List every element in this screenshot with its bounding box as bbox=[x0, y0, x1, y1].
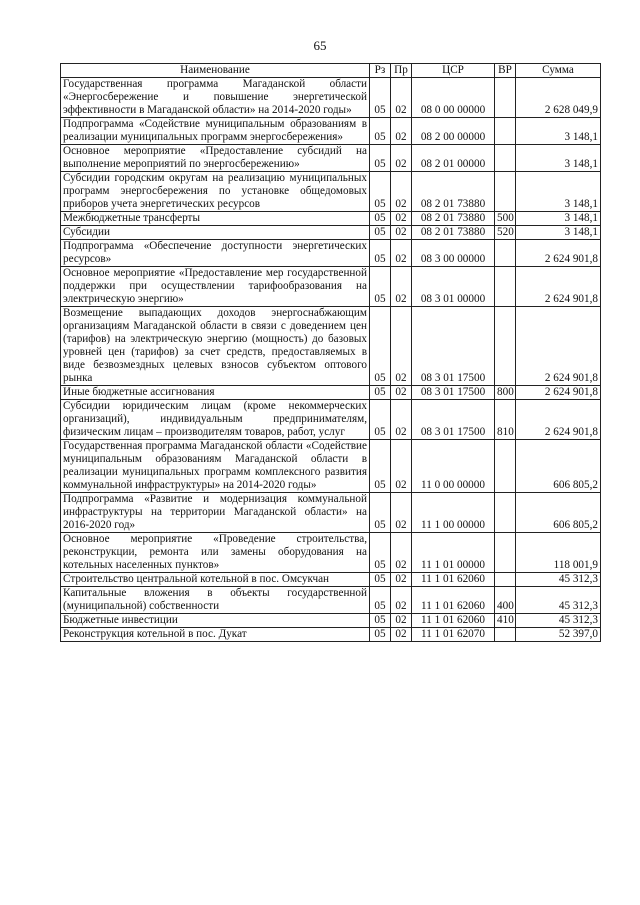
cell-name: Подпрограмма «Обеспечение доступности энергетических ресурсов» bbox=[61, 240, 370, 267]
cell-sum: 3 148,1 bbox=[516, 226, 601, 240]
cell-csr: 08 2 01 73880 bbox=[412, 172, 495, 212]
cell-csr: 08 2 00 00000 bbox=[412, 118, 495, 145]
cell-pr: 02 bbox=[391, 493, 412, 533]
cell-name: Субсидии юридическим лицам (кроме некоммерческих организаций), индивидуальным предпринимателям, физическим лицам – производителям товаров, работ, услуг bbox=[61, 400, 370, 440]
table-header-row bbox=[61, 64, 601, 78]
cell-csr: 11 1 01 62070 bbox=[412, 628, 495, 642]
table-row bbox=[61, 307, 601, 386]
cell-rz: 05 bbox=[370, 614, 391, 628]
cell-name: Межбюджетные трансферты bbox=[61, 212, 370, 226]
cell-sum: 2 624 901,8 bbox=[516, 240, 601, 267]
cell-vr: 500 bbox=[495, 212, 516, 226]
header-pr: Пр bbox=[391, 64, 412, 78]
table-row bbox=[61, 78, 601, 118]
cell-pr: 02 bbox=[391, 172, 412, 212]
cell-pr: 02 bbox=[391, 212, 412, 226]
cell-name: Государственная программа Магаданской области «Энергосбережение и повышение энергетической эффективности в Магаданской области» на 2014-2020 годы» bbox=[61, 78, 370, 118]
cell-rz: 05 bbox=[370, 78, 391, 118]
cell-name: Капитальные вложения в объекты государственной (муниципальной) собственности bbox=[61, 587, 370, 614]
budget-table bbox=[60, 63, 601, 642]
cell-vr bbox=[495, 628, 516, 642]
cell-pr: 02 bbox=[391, 267, 412, 307]
cell-pr: 02 bbox=[391, 587, 412, 614]
table-row bbox=[61, 587, 601, 614]
table-row bbox=[61, 240, 601, 267]
cell-name: Иные бюджетные ассигнования bbox=[61, 386, 370, 400]
cell-sum: 3 148,1 bbox=[516, 212, 601, 226]
cell-rz: 05 bbox=[370, 573, 391, 587]
cell-vr bbox=[495, 267, 516, 307]
cell-name: Основное мероприятие «Предоставление субсидий на выполнение мероприятий по энергосбережению» bbox=[61, 145, 370, 172]
cell-vr bbox=[495, 493, 516, 533]
cell-pr: 02 bbox=[391, 78, 412, 118]
header-sum: Сумма bbox=[516, 64, 601, 78]
cell-sum: 45 312,3 bbox=[516, 573, 601, 587]
cell-rz: 05 bbox=[370, 118, 391, 145]
cell-pr: 02 bbox=[391, 307, 412, 386]
cell-rz: 05 bbox=[370, 172, 391, 212]
cell-sum: 2 624 901,8 bbox=[516, 400, 601, 440]
cell-vr bbox=[495, 573, 516, 587]
cell-name: Бюджетные инвестиции bbox=[61, 614, 370, 628]
cell-rz: 05 bbox=[370, 307, 391, 386]
cell-name: Субсидии городским округам на реализацию муниципальных программ энергосбережения по установке общедомовых приборов учета энергетических ресурсов bbox=[61, 172, 370, 212]
cell-rz: 05 bbox=[370, 493, 391, 533]
cell-pr: 02 bbox=[391, 118, 412, 145]
cell-vr: 400 bbox=[495, 587, 516, 614]
table-row bbox=[61, 533, 601, 573]
cell-sum: 45 312,3 bbox=[516, 614, 601, 628]
cell-sum: 2 624 901,8 bbox=[516, 307, 601, 386]
cell-rz: 05 bbox=[370, 267, 391, 307]
cell-csr: 08 2 01 00000 bbox=[412, 145, 495, 172]
table-row bbox=[61, 493, 601, 533]
cell-name: Субсидии bbox=[61, 226, 370, 240]
cell-rz: 05 bbox=[370, 587, 391, 614]
cell-vr bbox=[495, 118, 516, 145]
table-row bbox=[61, 212, 601, 226]
cell-vr bbox=[495, 172, 516, 212]
cell-vr bbox=[495, 145, 516, 172]
cell-csr: 11 1 01 62060 bbox=[412, 614, 495, 628]
cell-pr: 02 bbox=[391, 533, 412, 573]
table-row bbox=[61, 400, 601, 440]
header-name: Наименование bbox=[61, 64, 370, 78]
cell-csr: 11 0 00 00000 bbox=[412, 440, 495, 493]
cell-vr: 410 bbox=[495, 614, 516, 628]
cell-csr: 08 2 01 73880 bbox=[412, 226, 495, 240]
cell-csr: 11 1 00 00000 bbox=[412, 493, 495, 533]
cell-sum: 3 148,1 bbox=[516, 172, 601, 212]
cell-csr: 08 3 00 00000 bbox=[412, 240, 495, 267]
cell-csr: 08 3 01 17500 bbox=[412, 307, 495, 386]
cell-name: Строительство центральной котельной в пос. Омсукчан bbox=[61, 573, 370, 587]
cell-sum: 3 148,1 bbox=[516, 118, 601, 145]
cell-vr: 810 bbox=[495, 400, 516, 440]
cell-sum: 3 148,1 bbox=[516, 145, 601, 172]
cell-rz: 05 bbox=[370, 240, 391, 267]
cell-sum: 2 624 901,8 bbox=[516, 386, 601, 400]
cell-csr: 08 0 00 00000 bbox=[412, 78, 495, 118]
cell-vr bbox=[495, 307, 516, 386]
cell-vr bbox=[495, 78, 516, 118]
table-row bbox=[61, 172, 601, 212]
cell-sum: 118 001,9 bbox=[516, 533, 601, 573]
cell-pr: 02 bbox=[391, 628, 412, 642]
cell-name: Подпрограмма «Содействие муниципальным образованиям в реализации муниципальных программ энергосбережения» bbox=[61, 118, 370, 145]
cell-vr bbox=[495, 533, 516, 573]
cell-rz: 05 bbox=[370, 400, 391, 440]
cell-rz: 05 bbox=[370, 440, 391, 493]
header-vr: ВР bbox=[495, 64, 516, 78]
cell-name: Основное мероприятие «Проведение строительства, реконструкции, ремонта или замены оборудования на котельных населенных пунктов» bbox=[61, 533, 370, 573]
table-row bbox=[61, 267, 601, 307]
cell-rz: 05 bbox=[370, 386, 391, 400]
table-body bbox=[61, 78, 601, 642]
cell-sum: 606 805,2 bbox=[516, 493, 601, 533]
cell-csr: 08 3 01 17500 bbox=[412, 386, 495, 400]
cell-pr: 02 bbox=[391, 440, 412, 493]
table-row bbox=[61, 118, 601, 145]
cell-pr: 02 bbox=[391, 226, 412, 240]
page-number: 65 bbox=[313, 38, 327, 53]
cell-name: Возмещение выпадающих доходов энергоснабжающим организациям Магаданской области в связи с доведением цен (тарифов) на электрическую энергию (мощность) до базовых уровней цен (тарифов) за счет средств, предоставляемых в виде безвозмездных целевых взносов субъектом оптового рынка bbox=[61, 307, 370, 386]
cell-rz: 05 bbox=[370, 628, 391, 642]
table-row bbox=[61, 440, 601, 493]
header-csr: ЦСР bbox=[412, 64, 495, 78]
cell-csr: 08 2 01 73880 bbox=[412, 212, 495, 226]
cell-pr: 02 bbox=[391, 145, 412, 172]
cell-vr: 800 bbox=[495, 386, 516, 400]
cell-sum: 606 805,2 bbox=[516, 440, 601, 493]
table-row bbox=[61, 226, 601, 240]
cell-sum: 2 624 901,8 bbox=[516, 267, 601, 307]
cell-csr: 11 1 01 62060 bbox=[412, 573, 495, 587]
cell-name: Реконструкция котельной в пос. Дукат bbox=[61, 628, 370, 642]
cell-vr bbox=[495, 240, 516, 267]
table-row bbox=[61, 145, 601, 172]
cell-pr: 02 bbox=[391, 386, 412, 400]
cell-rz: 05 bbox=[370, 212, 391, 226]
cell-csr: 11 1 01 00000 bbox=[412, 533, 495, 573]
cell-csr: 08 3 01 17500 bbox=[412, 400, 495, 440]
cell-sum: 52 397,0 bbox=[516, 628, 601, 642]
cell-vr: 520 bbox=[495, 226, 516, 240]
table-row bbox=[61, 614, 601, 628]
cell-pr: 02 bbox=[391, 573, 412, 587]
cell-name: Основное мероприятие «Предоставление мер государственной поддержки при осуществлении тарифообразования на электрическую энергию» bbox=[61, 267, 370, 307]
cell-name: Подпрограмма «Развитие и модернизация коммунальной инфраструктуры на территории Магаданской области» на 2016-2020 год» bbox=[61, 493, 370, 533]
cell-pr: 02 bbox=[391, 614, 412, 628]
table-row bbox=[61, 573, 601, 587]
table-row bbox=[61, 386, 601, 400]
header-rz: Рз bbox=[370, 64, 391, 78]
cell-vr bbox=[495, 440, 516, 493]
cell-pr: 02 bbox=[391, 400, 412, 440]
cell-csr: 08 3 01 00000 bbox=[412, 267, 495, 307]
table-row bbox=[61, 628, 601, 642]
cell-pr: 02 bbox=[391, 240, 412, 267]
cell-csr: 11 1 01 62060 bbox=[412, 587, 495, 614]
cell-name: Государственная программа Магаданской области «Содействие муниципальным образованиям Магаданской области в реализации муниципальных программ комплексного развития коммунальной инфраструктуры» на 2014-2020 годы» bbox=[61, 440, 370, 493]
cell-sum: 45 312,3 bbox=[516, 587, 601, 614]
cell-rz: 05 bbox=[370, 533, 391, 573]
cell-rz: 05 bbox=[370, 226, 391, 240]
cell-rz: 05 bbox=[370, 145, 391, 172]
cell-sum: 2 628 049,9 bbox=[516, 78, 601, 118]
